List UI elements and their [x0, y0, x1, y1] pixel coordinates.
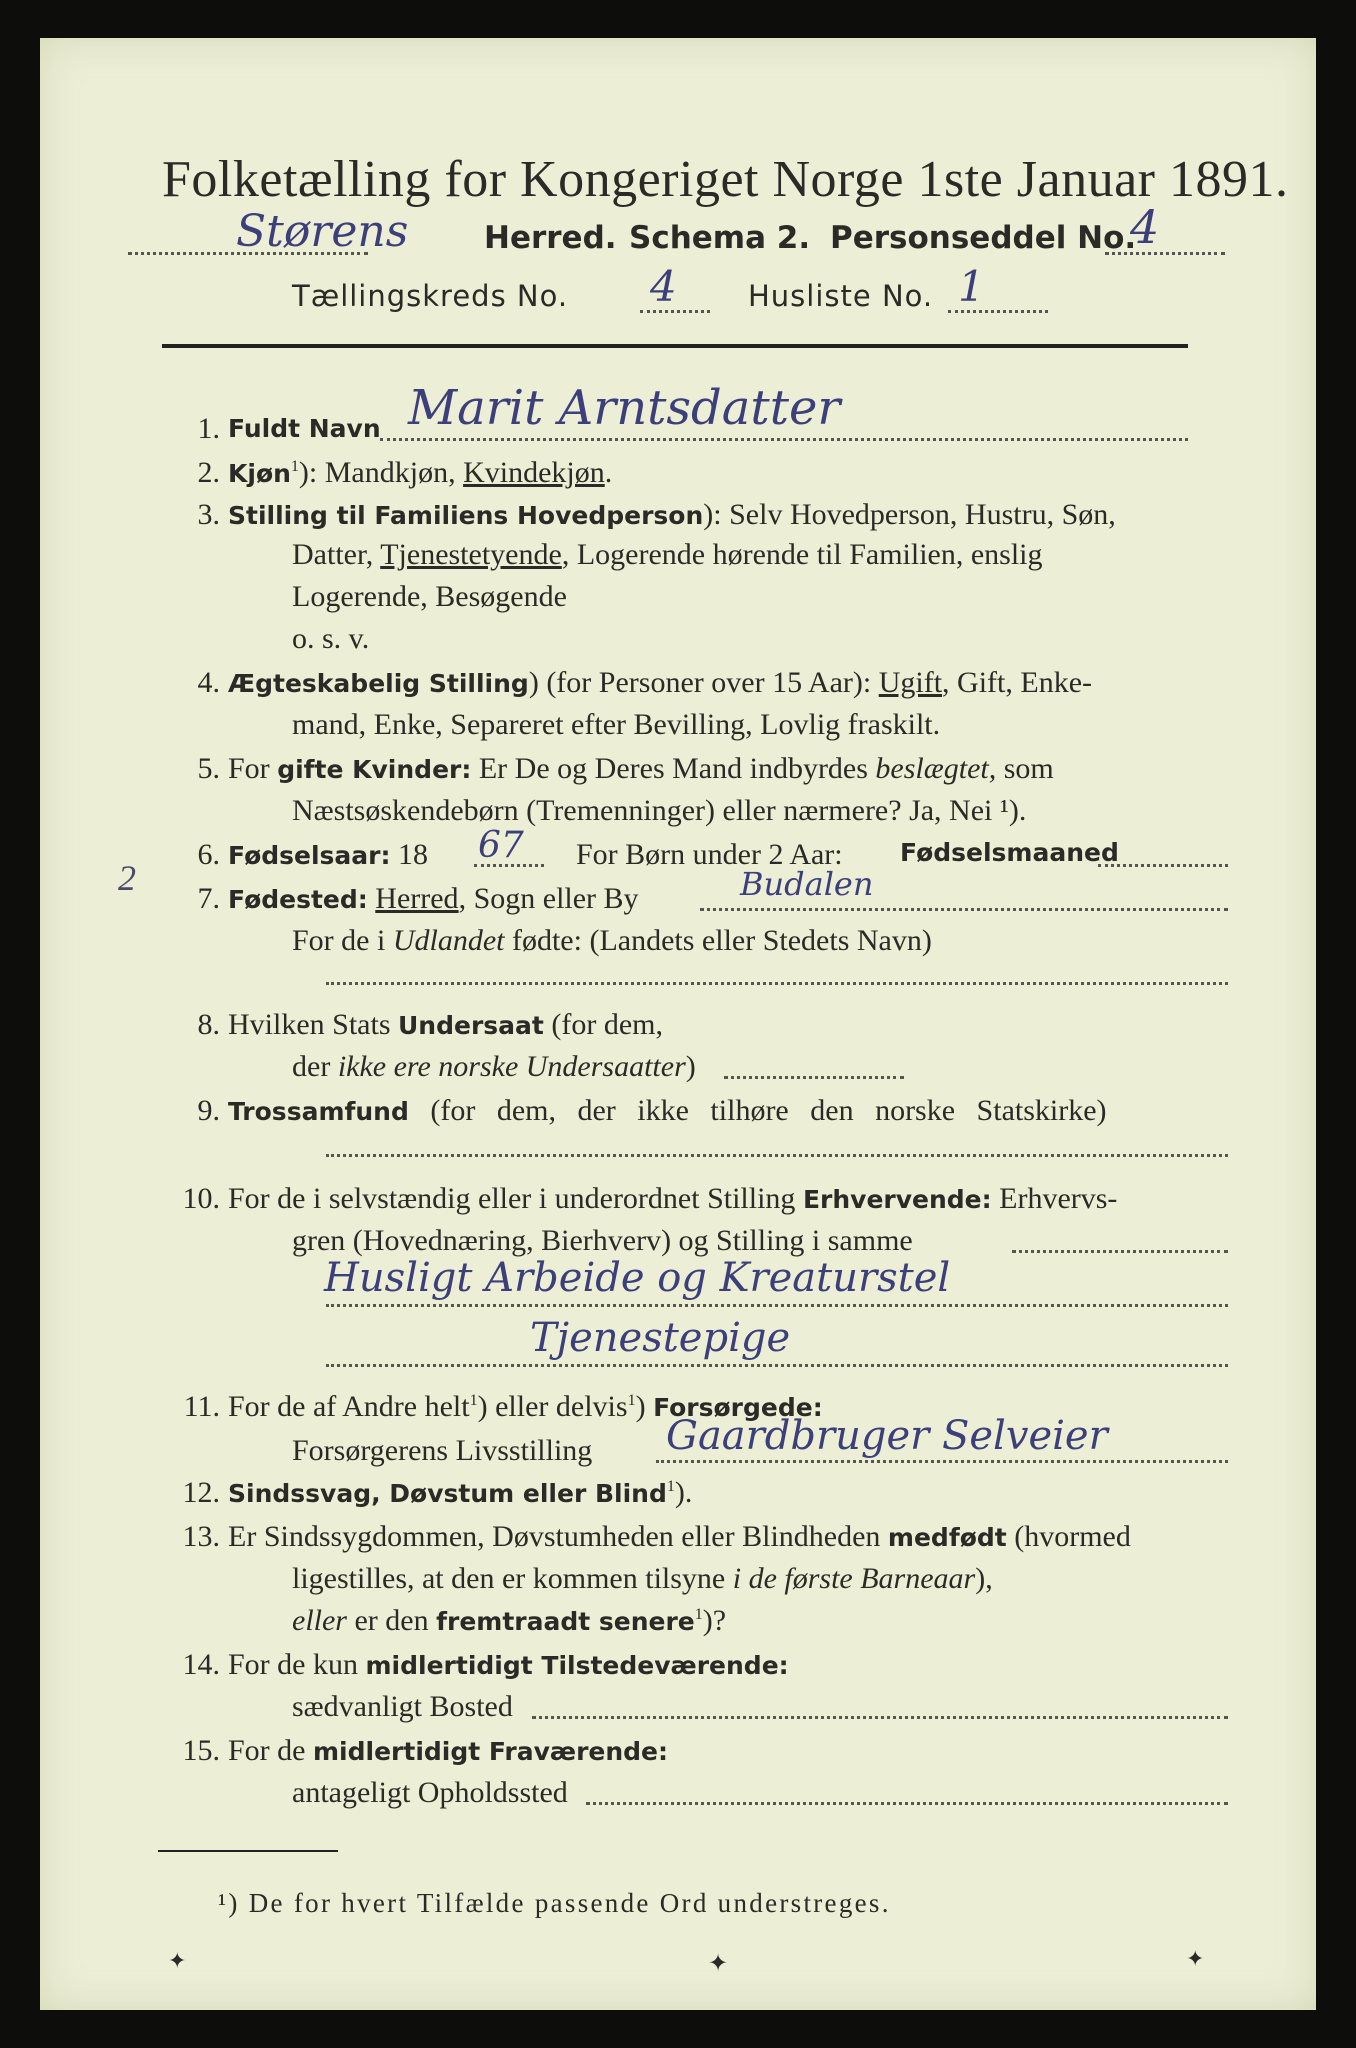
q8-dotted-line — [724, 1076, 904, 1079]
q2-selected-option: Kvindekjøn — [463, 456, 605, 489]
q9-label: Trossamfund — [228, 1097, 409, 1126]
bottom-mark-center: ✦ — [708, 1951, 729, 1977]
q3-line-1 — [228, 500, 1116, 530]
husliste-label: Husliste No. — [748, 279, 934, 313]
q6-label: Fødselsaar: — [228, 841, 391, 870]
q2-footnote-ref: 1 — [290, 458, 299, 475]
schema-label: Schema 2. — [629, 220, 811, 256]
q6-label-2: Fødselsmaaned — [900, 838, 1119, 867]
q6-line — [228, 840, 428, 870]
q2-line — [228, 458, 612, 488]
q10-number: 10. — [182, 1182, 220, 1215]
bottom-mark-left: ✦ — [168, 1948, 187, 1973]
q11-text-1a: For de af Andre helt — [228, 1390, 470, 1423]
husliste-number: 1 — [958, 262, 985, 311]
q12-label: Sindssvag, Døvstum eller Blind — [228, 1479, 667, 1508]
q2-text: ): Mandkjøn, — [298, 456, 464, 489]
q7-place-value: Budalen — [740, 865, 874, 903]
q8-text-1b: (for dem, — [543, 1008, 663, 1041]
q11-line-2: Forsørgerens Livsstilling — [292, 1434, 593, 1467]
q6-prefix: 18 — [390, 838, 428, 871]
q4-line-2: mand, Enke, Separeret efter Bevilling, Lovlig fraskilt. — [292, 708, 941, 741]
q3-text-2a: Datter, — [292, 538, 381, 571]
q12-line — [228, 1478, 692, 1508]
q10-text-1a: For de i selvstændig eller i underordnet Stilling — [228, 1182, 803, 1215]
census-form-page — [40, 38, 1316, 2010]
q14-text-1a: For de kun — [228, 1648, 366, 1681]
q7-label: Fødested: — [228, 885, 368, 914]
q13-text-1b: (hvormed — [1006, 1520, 1131, 1553]
q3-text-2b: , Logerende hørende til Familien, enslig — [561, 538, 1043, 571]
q7-line-2a: For de i — [292, 924, 393, 957]
header-rule — [162, 344, 1188, 348]
q7-line-1 — [228, 884, 639, 914]
q15-number: 15. — [182, 1734, 220, 1767]
q15-dotted-line — [586, 1802, 1228, 1805]
q12-end: ). — [674, 1476, 693, 1509]
personseddel-dotted-line — [1105, 252, 1225, 255]
q8-line-2 — [292, 1052, 696, 1082]
q11-number: 11. — [183, 1390, 220, 1423]
taellingskreds-number: 4 — [650, 262, 677, 311]
q10-dotted-line-2 — [326, 1304, 1228, 1307]
q15-text-1a: For de — [228, 1734, 313, 1767]
q7-selected-option: Herred — [375, 882, 459, 915]
q7-dotted-line — [700, 908, 1228, 911]
q2-label: Kjøn — [228, 459, 291, 488]
q1-number: 1. — [197, 412, 220, 445]
q14-line-2: sædvanligt Bosted — [292, 1690, 513, 1723]
q8-line-1 — [228, 1010, 663, 1040]
q15-line-1 — [228, 1736, 668, 1766]
q7-line-2 — [292, 926, 932, 956]
q7-foreign-dotted-line — [326, 982, 1228, 985]
footnote-text: ¹) De for hvert Tilfælde passende Ord understreges. — [218, 1888, 891, 1918]
q2-end: . — [604, 456, 613, 489]
q6-month-dotted-line — [1098, 864, 1228, 867]
q14-line-1 — [228, 1650, 789, 1680]
q5-text-1c: som — [996, 752, 1054, 785]
q7-text: , Sogn eller By — [458, 882, 639, 915]
q11-label: Forsørgede: — [653, 1393, 823, 1422]
herred-label: Herred. — [484, 220, 617, 256]
q5-italic: beslægtet, — [875, 752, 997, 785]
q8-text-1a: Hvilken Stats — [228, 1008, 398, 1041]
q4-line-1 — [228, 668, 1092, 698]
q11-provider-value: Gaardbruger Selveier — [666, 1413, 1108, 1459]
q11-text-1c: ) — [635, 1390, 654, 1423]
q10-line-1 — [228, 1184, 1117, 1214]
q13-text-1a: Er Sindssygdommen, Døvstumheden eller Blindheden — [228, 1520, 888, 1553]
q14-number: 14. — [182, 1648, 220, 1681]
q13-footnote-ref: 1 — [694, 1606, 703, 1623]
q4-selected-option: Ugift — [878, 666, 943, 699]
q9-dotted-line — [326, 1154, 1228, 1157]
q11-footnote-ref-1: 1 — [469, 1392, 478, 1409]
q10-text-1b: Erhvervs- — [991, 1182, 1118, 1215]
q14-dotted-line — [532, 1716, 1228, 1719]
q3-text-1: ): Selv Hovedperson, Hustru, Søn, — [703, 498, 1116, 531]
q5-line-2: Næstsøskendebørn (Tremenninger) eller nærmere? Ja, Nei ¹). — [292, 794, 1027, 827]
q13-text-3b: )? — [702, 1604, 727, 1637]
q9-text: (for dem, der ikke tilhøre den norske Statskirke) — [408, 1094, 1107, 1127]
personseddel-number: 4 — [1130, 200, 1160, 254]
q7-number: 7. — [197, 882, 220, 915]
husliste-dotted-line — [948, 310, 1048, 313]
q10-line-2: gren (Hovednæring, Bierhverv) og Stilling i samme — [292, 1224, 913, 1257]
q3-line-4: o. s. v. — [292, 622, 370, 655]
q13-text-2-italic: i de første Barneaar — [732, 1562, 976, 1595]
q1-label: Fuldt Navn — [228, 414, 381, 443]
q6-text: For Børn under 2 Aar: — [576, 838, 843, 871]
q14-label: midlertidigt Tilstedeværende: — [365, 1651, 789, 1680]
q8-text-2b: ) — [685, 1050, 696, 1083]
q3-line-3: Logerende, Besøgende — [292, 580, 567, 613]
q11-footnote-ref-2: 1 — [627, 1392, 636, 1409]
q4-text-1a: ) (for Personer over 15 Aar): — [528, 666, 879, 699]
herred-value: Størens — [236, 206, 409, 257]
q1-dotted-line — [380, 438, 1188, 441]
q9-line — [228, 1096, 1107, 1126]
q4-text-1b: , Gift, Enke- — [942, 666, 1093, 699]
q8-text-2a: der — [292, 1050, 338, 1083]
q13-text-2b: ), — [975, 1562, 993, 1595]
q10-occupation-value-2: Tjenestepige — [530, 1315, 791, 1361]
q13-text-3-italic: eller — [292, 1604, 347, 1637]
q10-label: Erhvervende: — [802, 1185, 992, 1214]
q13-line-1 — [228, 1522, 1131, 1552]
q6-number: 6. — [197, 838, 220, 871]
form-title: Folketælling for Kongeriget Norge 1ste Januar 1891. — [162, 151, 1289, 208]
q15-line-2: antageligt Opholdssted — [292, 1776, 568, 1809]
q3-number: 3. — [197, 498, 220, 531]
q5-text-1a: For — [228, 752, 278, 785]
taellingskreds-dotted-line — [640, 310, 710, 313]
q8-label: Undersaat — [398, 1011, 544, 1040]
q13-line-2 — [292, 1564, 993, 1594]
q13-number: 13. — [182, 1520, 220, 1553]
q13-text-2a: ligestilles, at den er kommen tilsyne — [292, 1562, 733, 1595]
q8-text-2-italic: ikke ere norske Undersaatter — [337, 1050, 686, 1083]
q3-selected-option: Tjenestetyende — [380, 538, 562, 571]
q12-footnote-ref: 1 — [666, 1478, 675, 1495]
q3-line-2 — [292, 540, 1043, 570]
q9-number: 9. — [197, 1094, 220, 1127]
q8-number: 8. — [197, 1008, 220, 1041]
margin-mark: 2 — [118, 858, 136, 898]
q7-line-2-italic: Udlandet — [392, 924, 505, 957]
q7-line-2b: fødte: (Landets eller Stedets Navn) — [504, 924, 932, 957]
bottom-mark-right: ✦ — [1186, 1946, 1205, 1971]
q13-line-3 — [292, 1606, 726, 1636]
q10-dotted-line-1 — [1012, 1250, 1228, 1253]
q4-label: Ægteskabelig Stilling — [228, 669, 529, 698]
q5-line-1 — [228, 754, 1054, 784]
q4-number: 4. — [197, 666, 220, 699]
q10-dotted-line-3 — [326, 1364, 1228, 1367]
personseddel-label: Personseddel No. — [830, 220, 1137, 256]
q6-year-dotted-line — [474, 864, 544, 867]
q5-label: gifte Kvinder: — [277, 755, 472, 784]
q6-year-value: 67 — [478, 825, 524, 866]
q13-label-2: fremtraadt senere — [436, 1607, 695, 1636]
taellingskreds-label: Tællingskreds No. — [292, 279, 569, 313]
q2-number: 2. — [197, 456, 220, 489]
q1-name-value: Marit Arntsdatter — [408, 380, 841, 436]
q12-number: 12. — [182, 1476, 220, 1509]
q10-occupation-value-1: Husligt Arbeide og Kreaturstel — [324, 1255, 951, 1301]
footnote-rule — [158, 1850, 338, 1852]
q3-label: Stilling til Familiens Hovedperson — [228, 501, 704, 530]
q15-label: midlertidigt Fraværende: — [313, 1737, 669, 1766]
q13-text-3a: er den — [346, 1604, 437, 1637]
q11-text-1b: ) eller delvis — [477, 1390, 628, 1423]
q13-label: medfødt — [887, 1523, 1007, 1552]
q5-number: 5. — [197, 752, 220, 785]
q11-dotted-line — [656, 1460, 1228, 1463]
q5-text-1b: Er De og Deres Mand indbyrdes — [471, 752, 876, 785]
